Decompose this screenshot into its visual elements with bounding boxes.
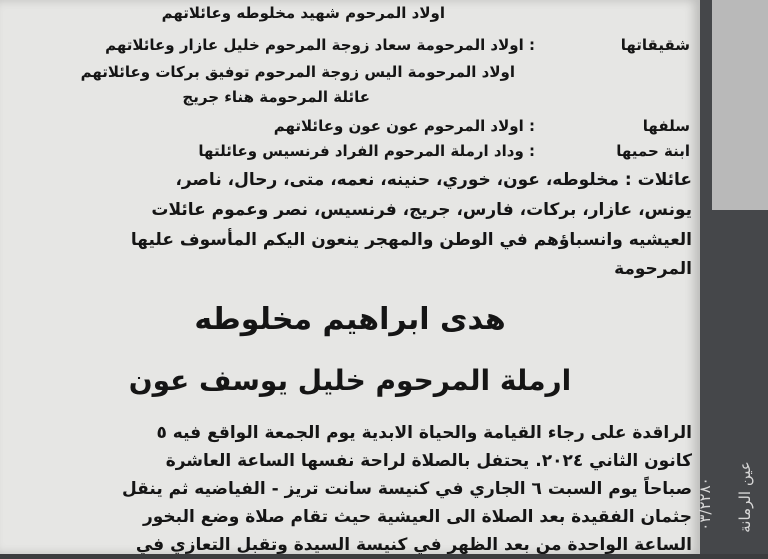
side-location-text: عين الرمانة (736, 461, 754, 533)
deceased-name: هدى ابراهيم مخلوطه (194, 302, 506, 337)
families-line2: يونس، عازار، بركات، فارس، جريج، فرنسيس، نصر وعموم عائلات (151, 200, 692, 220)
adjacent-column-block (712, 0, 768, 210)
section1-line1: اولاد المرحوم شهيد مخلوطه وعائلاتهم (161, 4, 445, 22)
families-line4: المرحومة (614, 259, 692, 279)
siblings-line2: اولاد المرحومة اليس زوجة المرحوم توفيق بركات وعائلاتهم (80, 63, 515, 81)
siblings-label: شقيقاتها (620, 36, 690, 54)
siblings-line3: عائلة المرحومة هناء جريج (182, 88, 370, 106)
niece-line1: : وداد ارملة المرحوم الفراد فرنسيس وعائلتها (198, 142, 535, 160)
deceased-relation: ارملة المرحوم خليل يوسف عون (128, 364, 572, 397)
inlaws-label: سلفها (642, 117, 690, 135)
inlaws-line1: : اولاد المرحوم عون عون وعائلاتهم (273, 117, 535, 135)
announcement-line2: كانون الثاني ٢٠٢٤. يحتفل بالصلاة لراحة نفسها الساعة العاشرة (165, 451, 692, 471)
side-number-text: ٠٣/٢٢٨٠ (696, 477, 714, 531)
announcement-line4: جثمان الفقيدة بعد الصلاة الى العيشية حيث تقام صلاة وضع البخور (142, 507, 692, 527)
announcement-line1: الراقدة على رجاء القيامة والحياة الابدية يوم الجمعة الواقع فيه ٥ (156, 423, 692, 443)
niece-label: ابنة حميها (616, 142, 690, 160)
siblings-line1: : اولاد المرحومة سعاد زوجة المرحوم خليل عازار وعائلاتهم (105, 36, 535, 54)
families-line1: عائلات : مخلوطه، عون، خوري، حنينه، نعمه، متى، رحال، ناصر، (175, 170, 692, 190)
announcement-line5: الساعة الواحدة من بعد الظهر في كنيسة السيدة وتقبل التعازي في (135, 535, 692, 554)
families-line3: العيشيه وانسباؤهم في الوطن والمهجر ينعون اليكم المأسوف عليها (130, 230, 692, 250)
announcement-line3: صباحاً يوم السبت ٦ الجاري في كنيسة سانت تريز - الفياضيه ثم ينقل (121, 479, 692, 499)
